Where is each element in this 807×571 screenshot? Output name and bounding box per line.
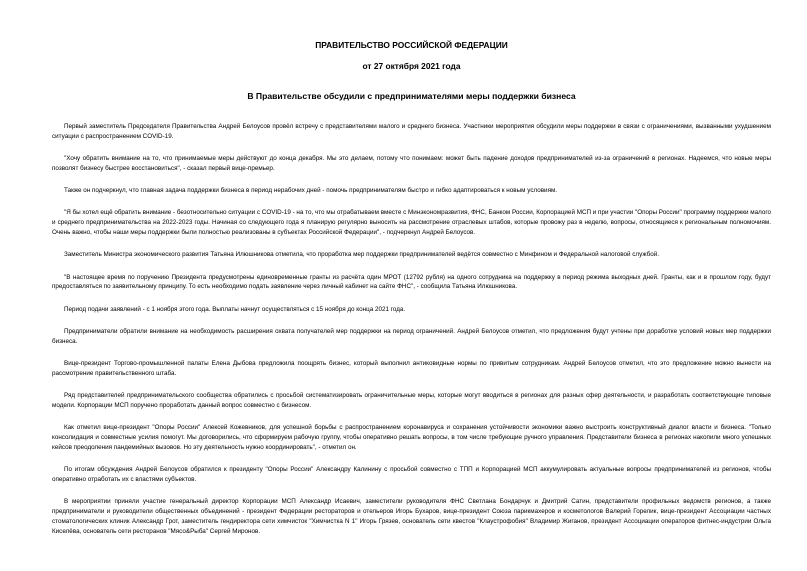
paragraph-12: По итогам обсуждения Андрей Белоусов обратился к президенту "Опоры России" Александру Калинину с просьбой совместно с ТПП и Корпорацией МСП аккумулировать актуальные вопросы предпринимателей из регионов, чтобы оперативно отработать их с властями субъектов. [52, 466, 771, 484]
paragraph-11: Как отметил вице-президент "Опоры России" Алексей Кожевников, для успешной борьбы с распространением коронавируса и сохранения устойчивости экономики важно выстроить конструктивный диалог власти и бизнеса. "Только консолидация и совместные усилия помогут. Мы договорились, что сформируем рабочую группу, чтобы оперативно решать вопросы, в том числе требующие ручного управления. Представители бизнеса в регионах накопили много успешных кейсов преодоления пандемийных вызовов. Но эту деятельность нужно координировать", - отметил он. [52, 424, 771, 451]
paragraph-9: Вице-президент Торгово-промышленной палаты Елена Дыбова предложила поощрять бизнес, который выполнил антиковидные нормы по привитым сотрудникам. Андрей Белоусов отметил, что это предложение можно вынести на рассмотрение правительственного штаба. [52, 360, 771, 377]
paragraph-8: Предприниматели обратили внимание на необходимость расширения охвата получателей мер поддержки на период ограничений. Андрей Белоусов отметил, что предложения будут учтены при доработке условий новых мер поддержки бизнеса. [52, 328, 771, 345]
paragraph-1: Первый заместитель Председателя Правительства Андрей Белоусов провёл встречу с представителями малого и среднего бизнеса. Участники мероприятия обсудили меры поддержки в связи с ограничениями, вызванными ухудшением ситуации с распространением COVID-19. [52, 123, 771, 140]
paragraph-3: Также он подчеркнул, что главная задача поддержки бизнеса в период нерабочих дней - помочь предпринимателям быстро и гибко адаптироваться к новым условиям. [64, 187, 558, 195]
document-body [52, 122, 771, 537]
paragraph-6: "В настоящее время по поручению Президента предусмотрены единовременные гранты из расчёта один МРОТ (12792 рубля) на одного сотрудника на поддержку в период режима выходных дней. Гранты, как и в прошлом году, будут предоставляться по заявительному принципу. То есть необходимо подать заявление через личный кабинет на сайте ФНС", - сообщила Татьяна Илюшникова. [52, 273, 771, 291]
paragraph-5: Заместитель Министра экономического развития Татьяна Илюшникова отметила, что проработка мер поддержки предпринимателей ведётся совместно с Минфином и Федеральной налоговой службой. [64, 251, 659, 259]
document-date: от 27 октября 2021 года [362, 61, 461, 71]
document-title: В Правительстве обсудили с предпринимателями меры поддержки бизнеса [247, 91, 576, 101]
paragraph-13: В мероприятии приняли участие генеральный директор Корпорации МСП Александр Исаевич, заместители руководителя ФНС Светлана Бондарчук и Дмитрий Сатин, представители профильных ведомств регионов, а также предприниматели и руководители общественных объединений - президент Федерации рестораторов и отельеров Игорь Бухаров, вице-президент Союза парикмахеров и косметологов Валерий Горелик, вице-президент Ассоциации частных стоматологических клиник Александр Грот, заместитель гендиректора сети химчисток "Химчистка N 1" Игорь Грязев, основатель сети квестов "Клаустрофобия" Владимир Жиганов, президент Ассоциации операторов фитнес-индустрии Ольга Киселёва, основатель сети ресторанов "Мясо&Рыба" Сергей Миронов. [52, 498, 771, 535]
paragraph-10: Ряд представителей предпринимательского сообщества обратились с просьбой систематизировать ограничительные меры, которые могут вводиться в регионах для разных сфер деятельности, и разработать соответствующие типовые модели. Корпорации МСП поручено проработать данный вопрос совместно с бизнесом. [52, 392, 771, 410]
paragraph-2: "Хочу обратить внимание на то, что принимаемые меры действуют до конца декабря. Мы это делаем, потому что понимаем: может быть падение доходов предпринимателей из-за ограничений в регионах. Надеемся, что новые меры позволят бизнесу быстрее восстановиться", - сказал первый вице-премьер. [52, 155, 771, 172]
paragraph-7: Период подачи заявлений - с 1 ноября этого года. Выплаты начнут осуществляться с 15 ноября до конца 2021 года. [64, 305, 406, 313]
paragraph-4: "Я бы хотел ещё обратить внимание - безотносительно ситуации с COVID-19 - на то, что мы отрабатываем вместе с Минэкономразвития, ФНС, Банком России, Корпорацией МСП и при участии "Опоры России" программу поддержки малого и среднего предпринимательства на 2022-2023 годы. Начиная со следующего года я планирую регулярно выносить на рассмотрение отраслевых штабов, которые провожу раз в неделю, вопросы, относящиеся к региональным полномочиям. Очень важно, чтобы наши меры поддержки были полностью реализованы в субъектах Российской Федерации", - подчеркнул Андрей Белоусов. [52, 209, 771, 237]
document-authority: ПРАВИТЕЛЬСТВО РОССИЙСКОЙ ФЕДЕРАЦИИ [315, 40, 508, 50]
